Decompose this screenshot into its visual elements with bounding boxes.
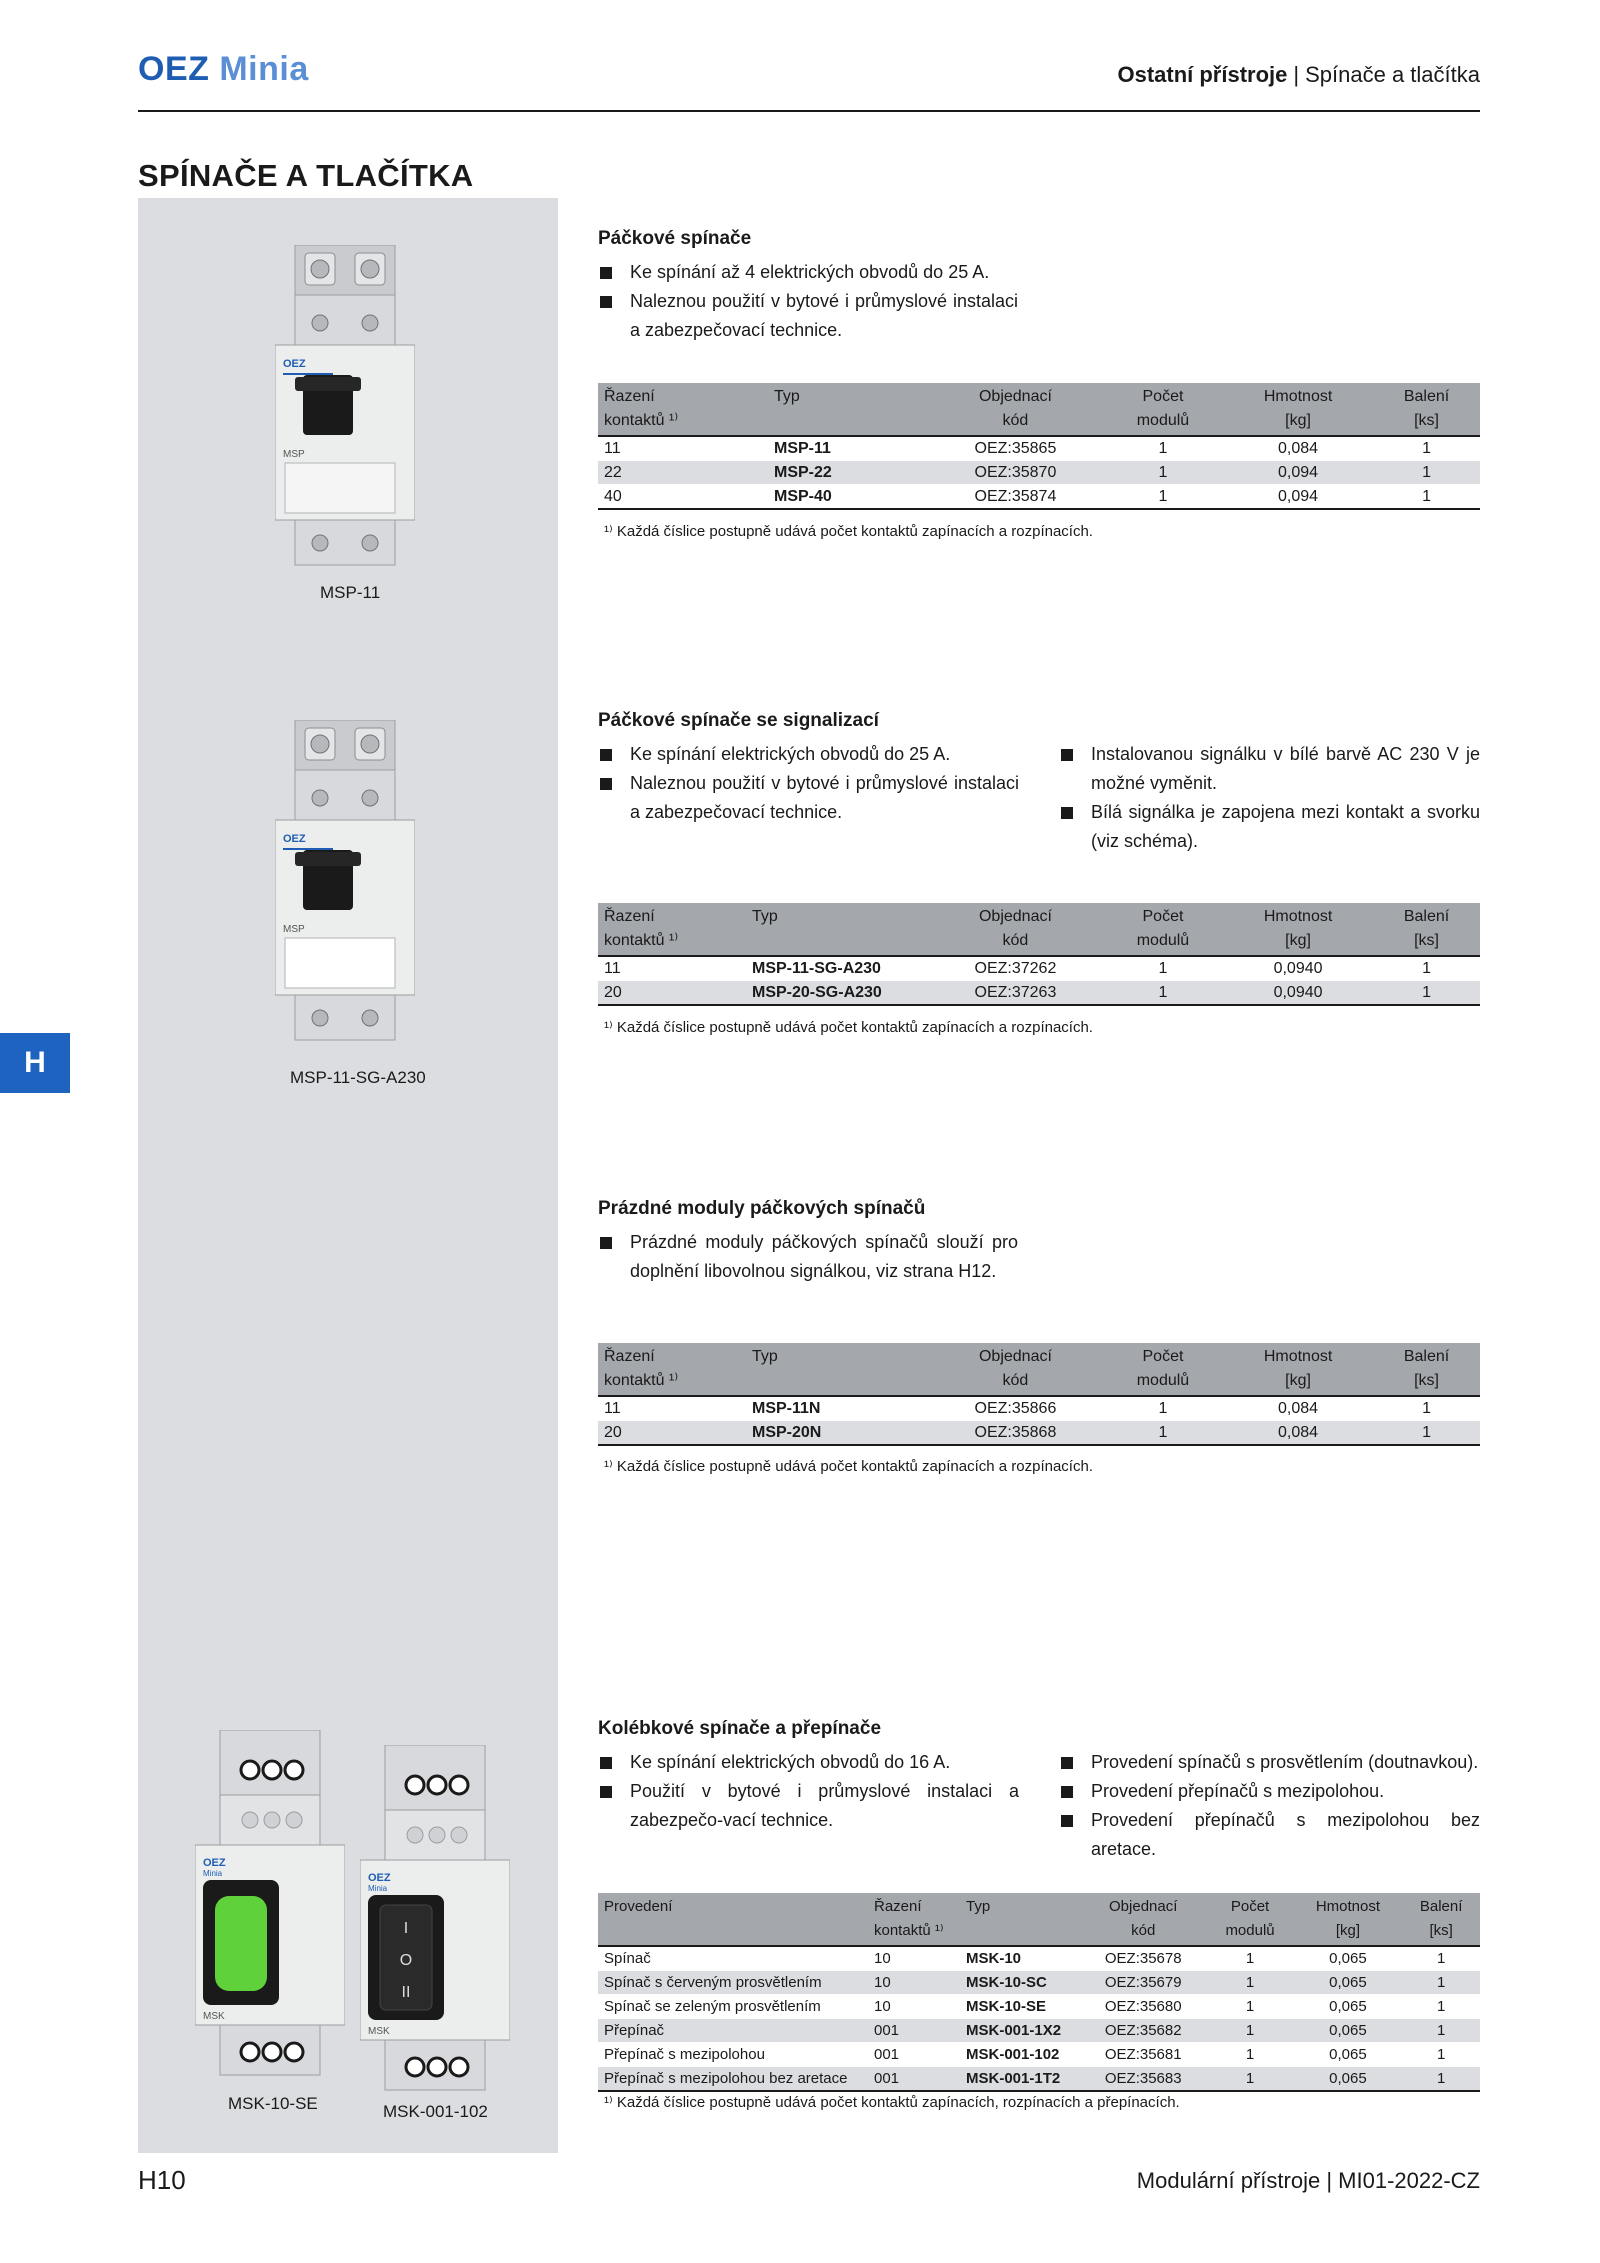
table-row: 20 MSP-20-SG-A230 OEZ:37263 1 0,0940 1 <box>598 981 1480 1006</box>
col-header: Počet modulů <box>1103 1343 1223 1396</box>
col-header: Hmotnost [kg] <box>1223 903 1373 956</box>
product-image-msp-11-sg-a230 <box>275 720 415 1055</box>
rocker-symbol-two: II <box>401 1984 411 2001</box>
footer-catalog: Modulární přístroje | MI01-2022-CZ <box>1136 2168 1480 2193</box>
bullet-item: Provedení přepínačů s mezipolohou bez aretace. <box>1059 1806 1480 1864</box>
section-lever-switches-signal <box>598 710 1480 856</box>
bullet-item: Naleznou použití v bytové i průmyslové instalaci a zabezpečovací technice. <box>598 769 1019 827</box>
product-image-msk-10-se <box>195 1730 345 2090</box>
col-header: Objednací kód <box>928 1343 1103 1396</box>
section-title: Prázdné moduly páčkových spínačů <box>598 1198 926 1219</box>
bullet-item: Bílá signálka je zapojena mezi kontakt a svorku (viz schéma). <box>1059 798 1480 856</box>
col-header: Typ <box>768 383 928 436</box>
section-empty-modules <box>598 1198 1480 1286</box>
section-lever-switches <box>598 228 1480 345</box>
col-header: Balení [ks] <box>1373 903 1480 956</box>
device-brand-label: OEZ <box>203 1857 226 1869</box>
page-title: SPÍNAČE A TLAČÍTKA <box>138 158 474 193</box>
col-header: Typ <box>960 1893 1080 1946</box>
spec-table <box>598 1893 1480 2092</box>
section-title: Páčkové spínače se signalizací <box>598 710 879 731</box>
col-header: Balení [ks] <box>1373 383 1480 436</box>
bullet-list <box>598 740 1019 856</box>
image-caption: MSK-10-SE <box>228 2094 318 2113</box>
section-title: Kolébkové spínače a přepínače <box>598 1718 882 1739</box>
bullet-item: Prázdné moduly páčkových spínačů slouží pro doplnění libovolnou signálkou, viz strana H12. <box>598 1228 1018 1286</box>
col-header: Řazení kontaktů ¹⁾ <box>598 383 768 436</box>
section-title: Páčkové spínače <box>598 228 752 249</box>
bullet-list <box>1059 740 1480 856</box>
col-header: Objednací kód <box>928 383 1103 436</box>
spec-table <box>598 903 1480 1006</box>
footer-catalog-name: Modulární přístroje <box>1136 2168 1321 2193</box>
col-header: Typ <box>746 1343 928 1396</box>
device-model-label: MSP <box>283 924 305 935</box>
footer-catalog-code: MI01-2022-CZ <box>1338 2168 1480 2193</box>
table-footnote: ¹⁾ Každá číslice postupně udává počet kontaktů zapínacích a rozpínacích. <box>604 1458 1093 1475</box>
table-row: Přepínač s mezipolohou 001 MSK-001-102 OEZ:35681 1 0,065 1 <box>598 2043 1480 2067</box>
col-header: Řazení kontaktů ¹⁾ <box>868 1893 960 1946</box>
table-row: 11 MSP-11-SG-A230 OEZ:37262 1 0,0940 1 <box>598 956 1480 981</box>
device-brand-label: OEZ <box>368 1872 391 1884</box>
bullet-list <box>1059 1748 1480 1864</box>
col-header: Počet modulů <box>1206 1893 1293 1946</box>
spec-table <box>598 383 1480 510</box>
table-row: 22 MSP-22 OEZ:35870 1 0,094 1 <box>598 461 1480 485</box>
bullet-list <box>598 258 1018 345</box>
table-footnote: ¹⁾ Každá číslice postupně udává počet kontaktů zapínacích, rozpínacích a přepínacích. <box>604 2094 1180 2111</box>
chapter-tab: H <box>0 1033 70 1093</box>
table-footnote: ¹⁾ Každá číslice postupně udává počet kontaktů zapínacích a rozpínacích. <box>604 523 1093 540</box>
col-header: Typ <box>746 903 928 956</box>
image-caption: MSP-11 <box>320 583 381 602</box>
rocker-symbol-off: O <box>399 1952 413 1969</box>
table-row: Přepínač s mezipolohou bez aretace 001 MSK-001-1T2 OEZ:35683 1 0,065 1 <box>598 2067 1480 2092</box>
table-footnote: ¹⁾ Každá číslice postupně udává počet kontaktů zapínacích a rozpínacích. <box>604 1019 1093 1036</box>
product-image-msp-11 <box>275 245 415 580</box>
device-model-label: MSP <box>283 449 305 460</box>
product-image-msk-001-102 <box>360 1745 510 2105</box>
device-model-label: MSK <box>368 2026 390 2037</box>
device-model-label: MSK <box>203 2011 225 2022</box>
bullet-item: Instalovanou signálku v bílé barvě AC 230 V je možné vyměnit. <box>1059 740 1480 798</box>
col-header: Hmotnost [kg] <box>1294 1893 1403 1946</box>
col-header: Balení [ks] <box>1402 1893 1480 1946</box>
header-divider <box>138 110 1480 112</box>
table-row: Spínač se zeleným prosvětlením 10 MSK-10-SE OEZ:35680 1 0,065 1 <box>598 1995 1480 2019</box>
col-header: Řazení kontaktů ¹⁾ <box>598 1343 746 1396</box>
device-brand-sub-label: Minia <box>203 1869 223 1878</box>
bullet-list <box>598 1748 1019 1864</box>
table-row: 11 MSP-11N OEZ:35866 1 0,084 1 <box>598 1396 1480 1421</box>
brand-main: OEZ <box>138 50 210 88</box>
col-header: Hmotnost [kg] <box>1223 383 1373 436</box>
header-subcategory: Spínače a tlačítka <box>1305 62 1480 87</box>
device-brand-label: OEZ <box>283 833 306 845</box>
bullet-item: Použití v bytové i průmyslové instalaci a zabezpečo-vací technice. <box>598 1777 1019 1835</box>
bullet-item: Naleznou použití v bytové i průmyslové instalaci a zabezpečovací technice. <box>598 287 1018 345</box>
col-header: Objednací kód <box>928 903 1103 956</box>
bullet-item: Ke spínání elektrických obvodů do 16 A. <box>598 1748 1019 1777</box>
brand-logo <box>138 50 309 89</box>
device-brand-sub-label: Minia <box>368 1884 388 1893</box>
section-rocker-switches <box>598 1718 1480 1864</box>
bullet-list <box>598 1228 1018 1286</box>
image-caption: MSK-001-102 <box>383 2102 488 2121</box>
table-row: Spínač 10 MSK-10 OEZ:35678 1 0,065 1 <box>598 1946 1480 1971</box>
bullet-item: Provedení přepínačů s mezipolohou. <box>1059 1777 1480 1806</box>
header-breadcrumb: Ostatní přístroje | Spínače a tlačítka <box>1117 62 1480 87</box>
table-row: 40 MSP-40 OEZ:35874 1 0,094 1 <box>598 485 1480 510</box>
bullet-item: Ke spínání až 4 elektrických obvodů do 25 A. <box>598 258 1018 287</box>
spec-table <box>598 1343 1480 1446</box>
col-header: Počet modulů <box>1103 383 1223 436</box>
brand-sub: Minia <box>219 50 309 88</box>
page-number: H10 <box>138 2165 186 2195</box>
header-category: Ostatní přístroje <box>1117 62 1288 87</box>
table-row: 11 MSP-11 OEZ:35865 1 0,084 1 <box>598 436 1480 461</box>
table-row: 20 MSP-20N OEZ:35868 1 0,084 1 <box>598 1421 1480 1446</box>
col-header: Hmotnost [kg] <box>1223 1343 1373 1396</box>
col-header: Počet modulů <box>1103 903 1223 956</box>
col-header: Objednací kód <box>1080 1893 1206 1946</box>
rocker-symbol-on: I <box>403 1920 409 1937</box>
col-header: Provedení <box>598 1893 868 1946</box>
bullet-item: Ke spínání elektrických obvodů do 25 A. <box>598 740 1019 769</box>
col-header: Balení [ks] <box>1373 1343 1480 1396</box>
device-brand-label: OEZ <box>283 358 306 370</box>
table-row: Spínač s červeným prosvětlením 10 MSK-10-SC OEZ:35679 1 0,065 1 <box>598 1971 1480 1995</box>
bullet-item: Provedení spínačů s prosvětlením (doutnavkou). <box>1059 1748 1480 1777</box>
col-header: Řazení kontaktů ¹⁾ <box>598 903 746 956</box>
table-row: Přepínač 001 MSK-001-1X2 OEZ:35682 1 0,065 1 <box>598 2019 1480 2043</box>
image-caption: MSP-11-SG-A230 <box>290 1068 426 1087</box>
